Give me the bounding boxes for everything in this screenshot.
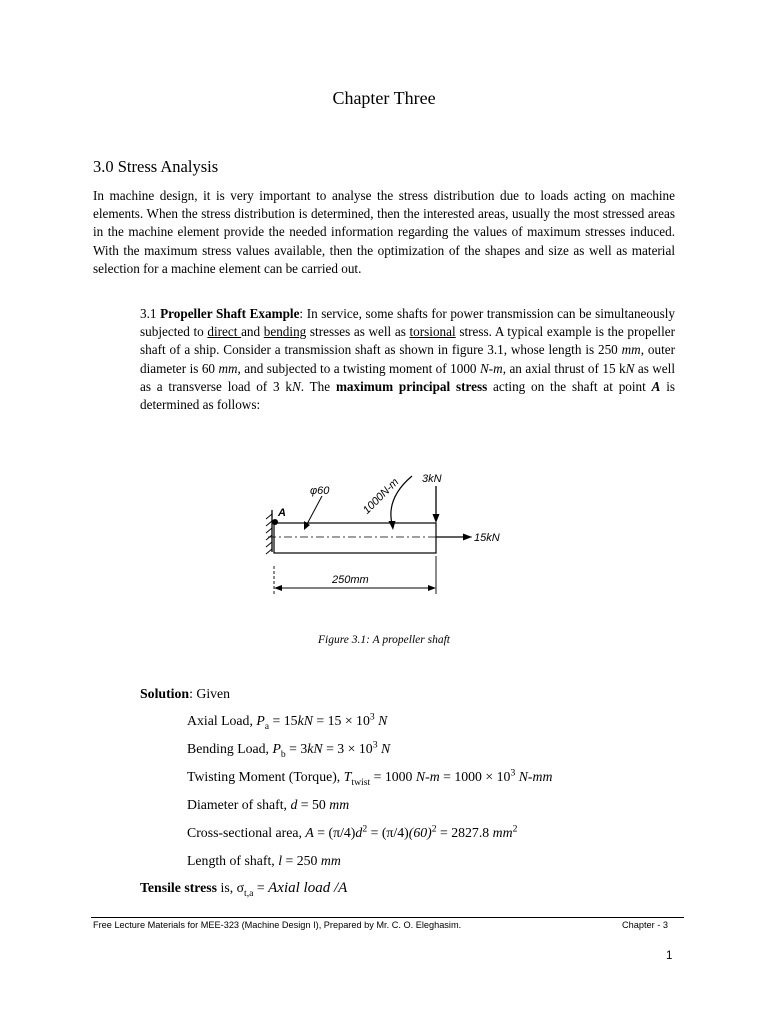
superscript: 3	[510, 767, 516, 779]
example-text: , and subjected to a twisting moment of 1000	[237, 360, 480, 376]
page-number: 1	[666, 950, 673, 962]
symbol: T	[343, 769, 352, 784]
propeller-shaft-figure	[262, 466, 522, 606]
example-text: is determined as follows:	[140, 378, 676, 413]
axial-arrow-head	[463, 534, 472, 541]
term-direct: direct	[207, 324, 242, 340]
given-text: Twisting Moment (Torque),	[187, 769, 344, 784]
term-max-principal-stress: maximum principal stress	[335, 378, 488, 394]
tensile-formula: Axial load /A	[268, 880, 348, 896]
torque-arrow-head	[389, 521, 396, 530]
given-area	[187, 825, 517, 841]
unit: N-m	[415, 769, 440, 784]
symbol: P	[272, 741, 281, 756]
given-text: = 3	[285, 741, 308, 756]
sigma-symbol: σ	[236, 880, 245, 895]
footer-credit: Free Lecture Materials for MEE-323 (Machine Design I), Prepared by Mr. C. O. Eleghasim.	[93, 920, 462, 930]
given-text: = 15 × 10	[312, 713, 370, 728]
tensile-stress-line	[140, 880, 347, 897]
unit: mm	[320, 853, 341, 868]
given-text: Length of shaft,	[187, 853, 279, 868]
example-text: acting on the shaft at point	[487, 378, 652, 394]
example-text: and	[241, 324, 264, 340]
solution-label: Solution	[140, 686, 190, 701]
given-text: = 50	[297, 797, 330, 812]
unit: mm	[329, 797, 350, 812]
dimension-arrow-right	[428, 585, 436, 591]
given-text: Cross-sectional area,	[187, 825, 306, 840]
symbol: l	[278, 853, 283, 868]
superscript: 2	[512, 823, 518, 835]
given-text: = (π/4)	[313, 825, 356, 840]
given-text: = 250	[282, 853, 321, 868]
tensile-label: Tensile stress	[140, 880, 218, 895]
example-text: , outer diameter is 60	[140, 342, 675, 376]
given-text: Diameter of shaft,	[187, 797, 291, 812]
unit: mm	[492, 825, 513, 840]
example-paragraph	[140, 305, 675, 414]
given-text: = 15	[269, 713, 298, 728]
point-a: A	[651, 378, 661, 394]
example-text: stresses as well as	[306, 324, 410, 340]
term-bending: bending	[263, 324, 307, 340]
point-a-label: A	[278, 507, 286, 519]
given-torque	[187, 767, 553, 788]
given-text: Axial Load,	[187, 713, 257, 728]
solution-heading	[140, 686, 230, 702]
shaft-diagram	[262, 466, 522, 606]
tensile-text: =	[253, 880, 269, 895]
unit: mm	[218, 360, 238, 376]
point-a-marker	[272, 519, 278, 525]
unit: N-m	[479, 360, 503, 376]
symbol: d	[355, 825, 363, 840]
given-diameter	[187, 797, 349, 813]
example-text: , an axial thrust of 15 k	[502, 360, 626, 376]
length-label: 250mm	[332, 574, 369, 586]
given-bending-load	[187, 739, 391, 760]
superscript: 2	[431, 823, 437, 835]
given-text: = 3 × 10	[322, 741, 373, 756]
footer-chapter: Chapter - 3	[622, 920, 668, 930]
example-text: : In service, some shafts for power transmission can be simultaneously subjected to	[140, 306, 675, 340]
figure-caption: Figure 3.1: A propeller shaft	[318, 634, 450, 646]
unit: N	[378, 713, 388, 728]
given-text: = 1000 × 10	[439, 769, 511, 784]
unit: N	[380, 741, 391, 756]
value: (60)	[408, 825, 432, 840]
transverse-arrow-head	[433, 514, 440, 523]
chapter-title: Chapter Three	[332, 88, 436, 108]
solution-given: : Given	[189, 686, 231, 701]
section-title: 3.0 Stress Analysis	[93, 157, 219, 176]
subscript: twist	[351, 776, 371, 788]
given-axial-load	[187, 711, 388, 732]
superscript: 2	[362, 823, 368, 835]
superscript: 3	[372, 739, 378, 751]
dimension-arrow-left	[274, 585, 282, 591]
subscript: a	[264, 720, 270, 732]
symbol: P	[256, 713, 265, 728]
unit: N	[291, 378, 301, 394]
diameter-label: φ60	[310, 485, 330, 497]
example-text: stress. A typical example is the propeller shaft of a ship. Consider a transmission shaft as shown in figure 3.1, whose length is 250	[140, 324, 675, 358]
subscript: b	[280, 748, 286, 760]
superscript: 3	[369, 711, 375, 723]
given-length	[187, 853, 341, 869]
diameter-leader	[306, 496, 322, 526]
example-text: as well as a transverse load of 3 k	[140, 360, 675, 394]
given-text: = (π/4)	[367, 825, 409, 840]
transverse-load-label: 3kN	[422, 473, 442, 485]
unit: kN	[307, 741, 323, 756]
given-text: Bending Load,	[187, 741, 273, 756]
given-text: = 1000	[370, 769, 416, 784]
torque-label: 1000N-m	[360, 476, 402, 517]
footer-divider	[91, 917, 684, 918]
subscript: t,a	[244, 887, 254, 899]
unit: N	[625, 360, 635, 376]
given-text: = 2827.8	[436, 825, 493, 840]
example-number: 3.1	[140, 306, 157, 321]
example-heading: Propeller Shaft Example	[160, 306, 300, 321]
shaft-body	[274, 523, 436, 553]
tensile-text: is,	[217, 880, 237, 895]
unit: mm	[621, 342, 641, 358]
example-text: . The	[300, 378, 336, 394]
wall-hatch	[266, 514, 272, 554]
symbol: d	[290, 797, 298, 812]
symbol: A	[305, 825, 314, 840]
unit: kN	[297, 713, 313, 728]
intro-paragraph: In machine design, it is very important to analyse the stress distribution due to loads acting on machine elements. When the stress distribution is determined, then the interested areas, usually the most stressed areas in the machine element provide the needed information regarding the values of maximum stresses induced. With the maximum stress values available, then the optimization of the shapes and size as well as material selection for a machine element can be carried out.	[93, 188, 675, 276]
unit: N-mm	[518, 769, 553, 784]
term-torsional: torsional	[409, 324, 456, 340]
diameter-arrow-head	[304, 521, 310, 530]
axial-load-label: 15kN	[474, 532, 500, 544]
